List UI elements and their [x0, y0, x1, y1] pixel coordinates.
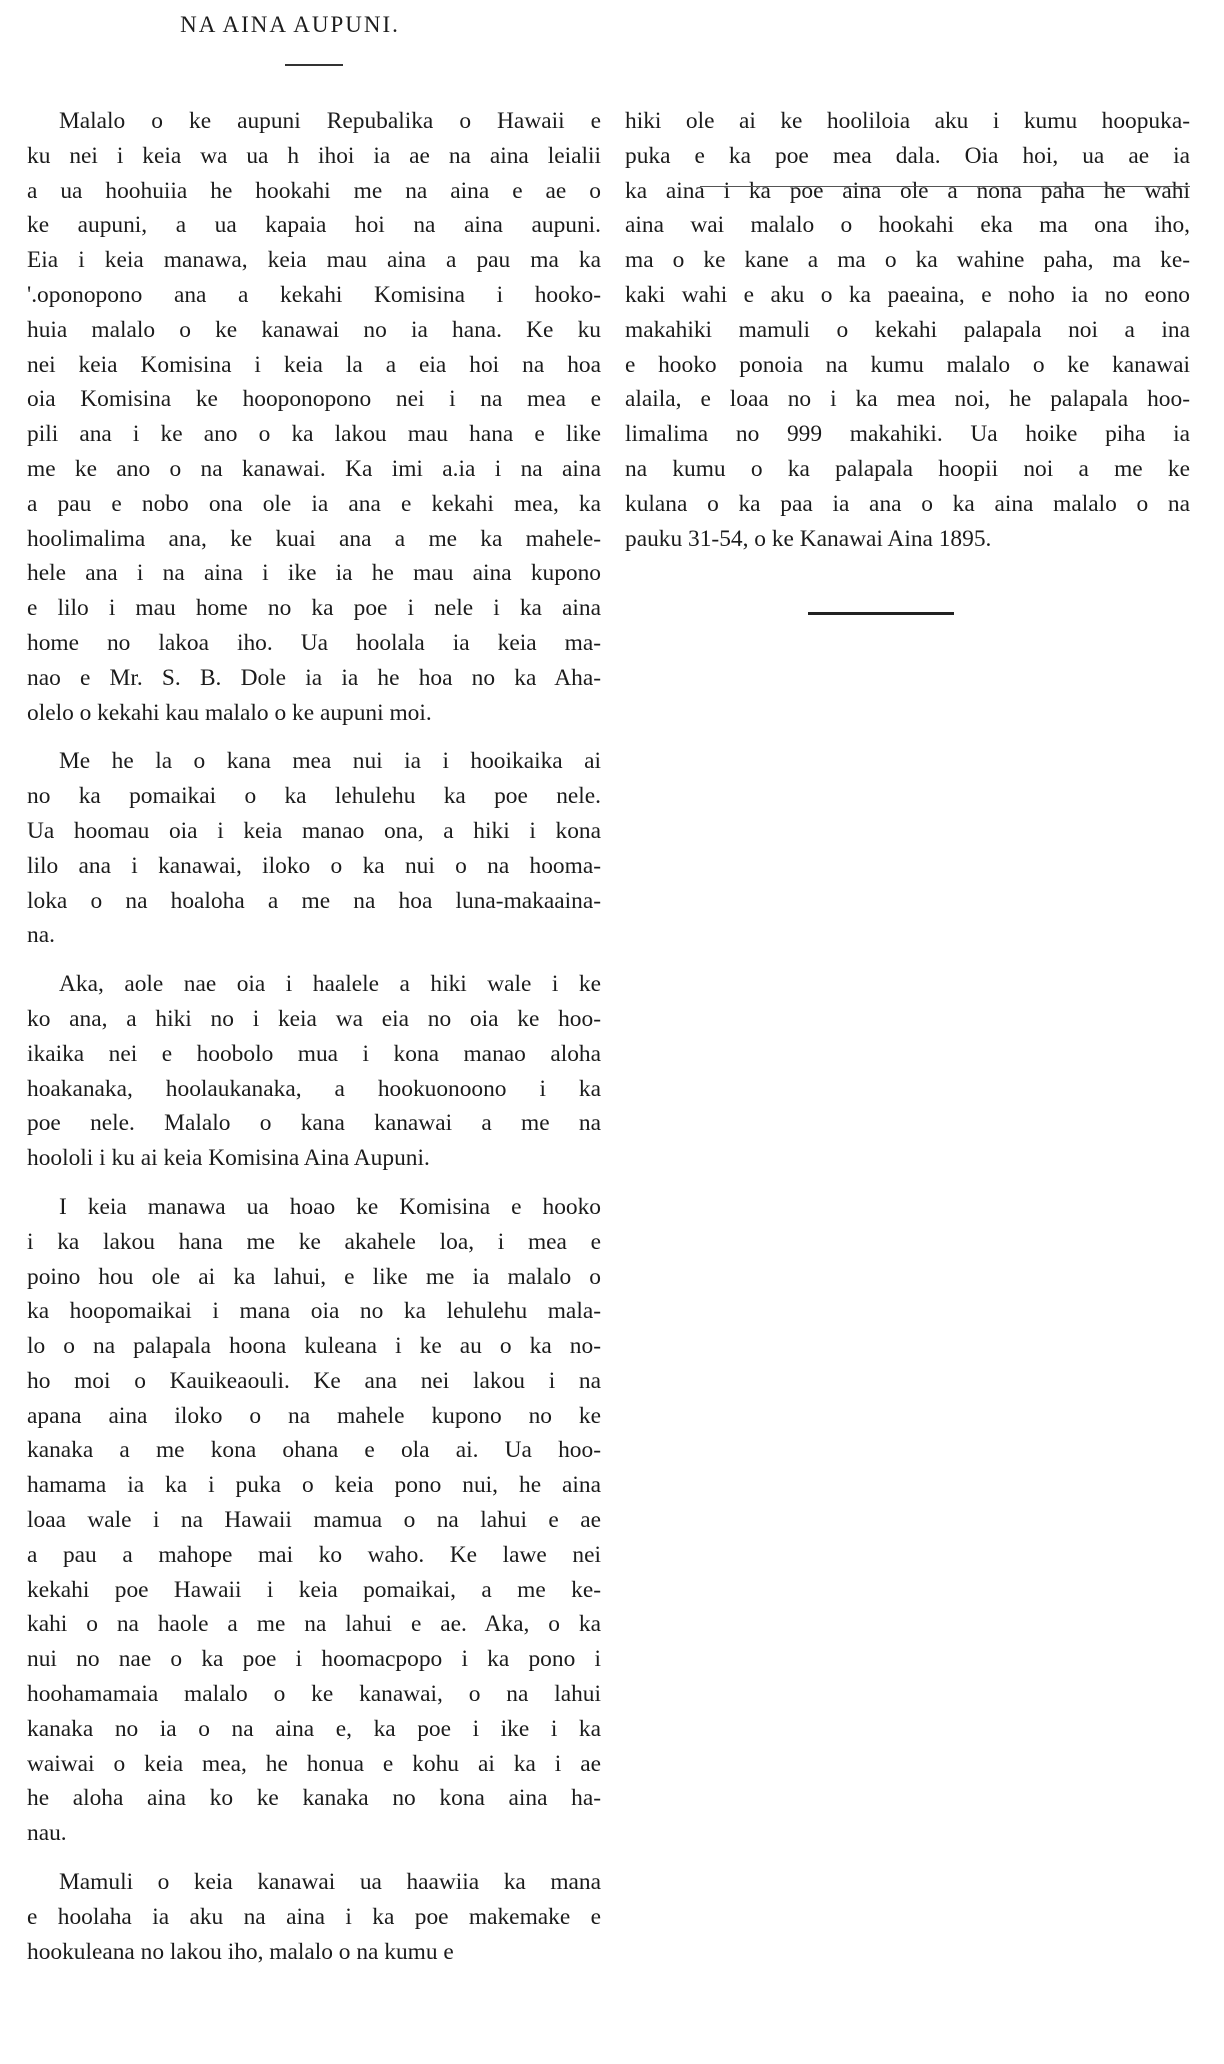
article-headline: NA AINA AUPUNI. — [180, 12, 400, 37]
paragraph — [27, 104, 601, 730]
text-line: ho moi o Kauikeaouli. Ke ana nei lakou i na — [27, 1367, 601, 1394]
text-line: poe nele. Malalo o kana kanawai a me na — [27, 1110, 601, 1137]
text-line: na kumu o ka palapala hoopii noi a me ke — [625, 455, 1190, 482]
text-line: hookuleana no lakou iho, malalo o na kumu e — [27, 1938, 454, 1965]
text-line: ke aupuni, a ua kapaia hoi na aina aupuni. — [27, 212, 601, 239]
text-line: i ka lakou hana me ke akahele loa, i mea e — [27, 1228, 601, 1255]
text-line: nei keia Komisina i keia la a eia hoi na hoa — [27, 351, 601, 378]
right-column — [625, 104, 1190, 570]
text-line: Mamuli o keia kanawai ua haawiia ka mana — [59, 1869, 601, 1896]
article-end-rule — [808, 612, 954, 615]
text-line: I keia manawa ua hoao ke Komisina e hooko — [59, 1193, 601, 1220]
paragraph — [27, 744, 601, 953]
text-line: hoakanaka, hoolaukanaka, a hookuonoono i ka — [27, 1075, 601, 1102]
text-line: e hooko ponoia na kumu malalo o ke kanawai — [625, 351, 1190, 378]
text-line: Eia i keia manawa, keia mau aina a pau ma ka — [27, 247, 601, 274]
text-line: Aka, aole nae oia i haalele a hiki wale i ke — [59, 971, 601, 998]
text-line: kekahi poe Hawaii i keia pomaikai, a me ke- — [27, 1576, 601, 1603]
text-line: hamama ia ka i puka o keia pono nui, he aina — [27, 1472, 601, 1499]
text-line: no ka pomaikai o ka lehulehu ka poe nele. — [27, 783, 601, 810]
text-line: huia malalo o ke kanawai no ia hana. Ke ku — [27, 316, 601, 343]
text-line: home no lakoa iho. Ua hoolala ia keia ma- — [27, 629, 601, 656]
text-line: loka o na hoaloha a me na hoa luna-makaaina- — [27, 887, 601, 914]
text-line: e lilo i mau home no ka poe i nele i ka aina — [27, 595, 601, 622]
text-line: pili ana i ke ano o ka lakou mau hana e like — [27, 421, 601, 448]
text-line: a pau a mahope mai ko waho. Ke lawe nei — [27, 1541, 601, 1568]
text-line: me ke ano o na kanawai. Ka imi a.ia i na aina — [27, 455, 601, 482]
text-line: kanaka no ia o na aina e, ka poe i ike i ka — [27, 1715, 601, 1742]
text-line: poino hou ole ai ka lahui, e like me ia malalo o — [27, 1263, 601, 1290]
text-line: kaki wahi e aku o ka paeaina, e noho ia no eono — [625, 281, 1190, 308]
text-line: hoololi i ku ai keia Komisina Aina Aupuni. — [27, 1145, 430, 1172]
text-line: kanaka a me kona ohana e ola ai. Ua hoo- — [27, 1437, 601, 1464]
paragraph — [27, 967, 601, 1176]
text-line: hiki ole ai ke hooliloia aku i kumu hoopuka- — [625, 108, 1190, 134]
paragraph — [27, 1865, 601, 1969]
text-line: hoohamamaia malalo o ke kanawai, o na lahui — [27, 1681, 601, 1708]
text-line: oia Komisina ke hooponopono nei i na mea e — [27, 386, 601, 413]
text-line: pauku 31-54, o ke Kanawai Aina 1895. — [625, 525, 992, 552]
text-line: ku nei i keia wa ua h ihoi ia ae na aina leialii — [27, 142, 601, 169]
left-column — [27, 104, 601, 1983]
text-line: Ua hoomau oia i keia manao ona, a hiki i kona — [27, 817, 601, 844]
text-line: Malalo o ke aupuni Repubalika o Hawaii e — [59, 108, 601, 134]
text-line: limalima no 999 makahiki. Ua hoike piha ia — [625, 421, 1190, 448]
text-line: '.oponopono ana a kekahi Komisina i hooko- — [27, 281, 601, 308]
text-line: e hoolaha ia aku na aina i ka poe makemake e — [27, 1903, 601, 1930]
paragraph — [27, 1190, 601, 1851]
text-line: ma o ke kane a ma o ka wahine paha, ma ke- — [625, 247, 1190, 274]
text-line: waiwai o keia mea, he honua e kohu ai ka i ae — [27, 1750, 601, 1777]
text-line: kulana o ka paa ia ana o ka aina malalo o na — [625, 490, 1190, 517]
text-line: puka e ka poe mea dala. Oia hoi, ua ae ia — [625, 142, 1190, 169]
text-line: a ua hoohuiia he hookahi me na aina e ae o — [27, 177, 601, 204]
paragraph — [625, 104, 1190, 556]
text-line: loaa wale i na Hawaii mamua o na lahui e ae — [27, 1507, 601, 1534]
text-line: nui no nae o ka poe i hoomacpopo i ka pono i — [27, 1646, 601, 1673]
text-line: kahi o na haole a me na lahui e ae. Aka, o ka — [27, 1611, 601, 1638]
text-line: apana aina iloko o na mahele kupono no ke — [27, 1402, 601, 1429]
text-line: nau. — [27, 1820, 67, 1847]
headline-rule — [285, 64, 343, 66]
text-line: hoolimalima ana, ke kuai ana a me ka mahele- — [27, 525, 601, 552]
text-line: olelo o kekahi kau malalo o ke aupuni moi. — [27, 699, 432, 726]
text-line: makahiki mamuli o kekahi palapala noi a ina — [625, 316, 1190, 343]
text-line: he aloha aina ko ke kanaka no kona aina ha- — [27, 1785, 601, 1812]
text-line: na. — [27, 922, 55, 949]
text-line: alaila, e loaa no i ka mea noi, he palapala hoo- — [625, 386, 1190, 413]
text-line: hele ana i na aina i ike ia he mau aina kupono — [27, 560, 601, 587]
text-line: Me he la o kana mea nui ia i hooikaika ai — [59, 748, 601, 775]
column-crease-line — [700, 186, 1190, 187]
text-line: lo o na palapala hoona kuleana i ke au o ka no- — [27, 1333, 601, 1360]
text-line: a pau e nobo ona ole ia ana e kekahi mea, ka — [27, 490, 601, 517]
text-line: ko ana, a hiki no i keia wa eia no oia ke hoo- — [27, 1005, 601, 1032]
text-line: aina wai malalo o hookahi eka ma ona iho, — [625, 212, 1190, 239]
text-line: ikaika nei e hoobolo mua i kona manao aloha — [27, 1040, 601, 1067]
text-line: lilo ana i kanawai, iloko o ka nui o na hooma- — [27, 852, 601, 879]
text-line: ka hoopomaikai i mana oia no ka lehulehu mala- — [27, 1298, 601, 1325]
text-line: nao e Mr. S. B. Dole ia ia he hoa no ka Aha- — [27, 664, 601, 691]
text-line: ka aina i ka poe aina ole a nona paha he wahi — [625, 177, 1190, 204]
